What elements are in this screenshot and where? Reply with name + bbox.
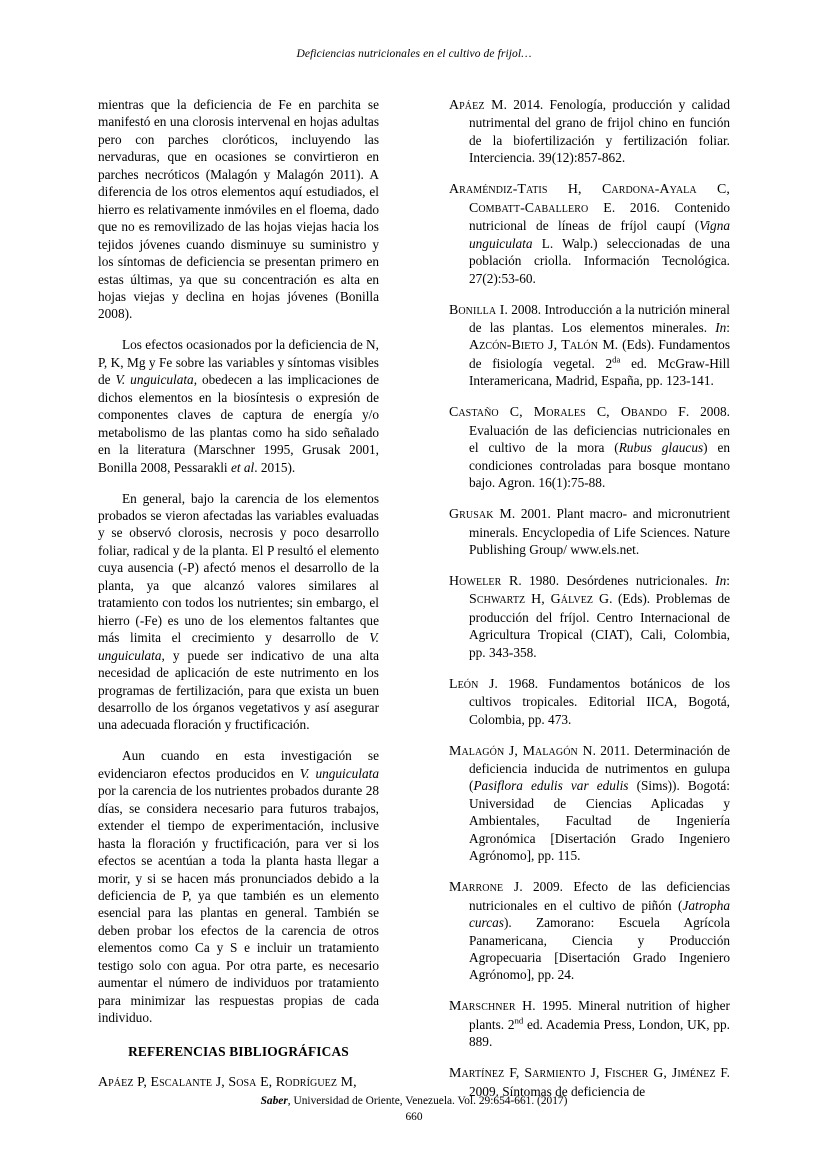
two-column-body	[98, 96, 731, 1099]
page-number: 660	[405, 1111, 423, 1123]
left-column-references	[98, 1073, 379, 1091]
par-aun-cuando	[98, 747, 379, 1026]
text-run: . 1980. Desórdenes nutricionales.	[518, 572, 716, 588]
ref-castano	[449, 403, 730, 491]
text-run: En general, bajo la carencia de los elementos probados se vieron afectadas las variables evaluadas y se observó clorosis, necrosis y poco desarrollo foliar, radical y de la planta. El P resultó el elemento cuya ausencia (-P) afectó menos el desarrollo de la planta, ya que alcanzó valores similares al tratamiento con todos los nutrientes; sin embargo, el hierro (-Fe) es uno de los elementos faltantes que más limita el crecimiento y desarrollo de	[98, 490, 379, 646]
page-title: REFERENCIAS BIBLIOGRÁFICAS	[128, 1043, 349, 1059]
text-run: F. 2009. Síntomas de deficiencia de	[469, 1065, 730, 1099]
italic-text: In	[715, 572, 727, 588]
author-names: Araméndiz-Tatis H, Cardona-Ayala C, Combatt-Caballero E	[449, 182, 730, 216]
ref-apaez-m	[449, 96, 730, 167]
ref-marschner	[449, 997, 730, 1050]
journal-name: Saber	[260, 1095, 288, 1107]
text-run: , y puede ser indicativo de una alta necesidad de aplicación de este nutrimento en los programas de fertilización, para que exista un buen desarrollo de los órganos vegetativos y así asegurar una adecuada floración y fructificación.	[98, 647, 379, 733]
text-run: ). Zamorano: Escuela Agrícola Panamericana, Ciencia y Producción Agropecuaria [Disertación Grado Ingeniero Agrónomo], pp. 24.	[469, 915, 730, 983]
author-names: Martínez F, Sarmiento J, Fischer G, Jiménez	[449, 1066, 716, 1082]
ref-grusak	[449, 505, 730, 558]
right-column-references	[449, 96, 730, 1100]
text-run: . 2014. Fenología, producción y calidad nutrimental del grano de frijol chino en función de la biofertilización y fertilización foliar. Interciencia. 39(12):857-862.	[469, 97, 730, 166]
text-run: mientras que la deficiencia de Fe en parchita se manifestó en una clorosis intervenal en hojas adultas pero con parches cloróticos, incluyendo las nervaduras, que en ocasiones se convirtieron en parches necróticos (Malagón y Malagón 2011). A diferencia de los otros elementos aquí estudiados, el hierro es relativamente inmóviles en el floema, dado que no es removilizado de las hojas viejas hacia los tejidos jóvenes cuando disminuye su suministro y los síntomas de deficiencia se presentan primero en estas últimas, ya que su concentración es alta en hojas viejas y declina en hojas jóvenes (Bonilla 2008).	[98, 97, 379, 322]
text-run: . 2001. Plant macro- and micronutrient minerals. Encyclopedia of Life Sciences. Nature Publishing Group/ www.els.net.	[469, 506, 730, 557]
text-run: ed. Academia Press, London, UK, pp. 889.	[469, 1016, 730, 1050]
author-names: Azcón-Bieto J, Talón M	[469, 338, 615, 354]
text-run: . 2009. Efecto de las deficiencias nutricionales en el cultivo de piñón (	[469, 879, 730, 913]
text-run: (Sims)). Bogotá: Universidad de Ciencias Aplicadas y Ambientales, Facultad de Ingeniería Agronómica [Disertación Grado Ingeniero Agrónomo], pp. 115.	[469, 778, 730, 864]
italic-text: Pasiflora edulis var edulis	[473, 778, 629, 794]
left-column	[98, 96, 379, 1092]
text-run: Los efectos ocasionados por la deficiencia de N, P, K, Mg y Fe sobre las variables y síntomas visibles de	[98, 337, 379, 388]
author-names: Schwartz H, Gálvez G	[469, 592, 610, 608]
text-run: . 2015).	[254, 459, 296, 475]
text-run: . 1968. Fundamentos botánicos de los cultivos tropicales. Editorial IICA, Bogotá, Colombia, pp. 473.	[469, 675, 731, 727]
italic-text: In	[715, 319, 727, 335]
author-names: Howeler R	[449, 573, 519, 589]
text-run: L. Walp.) seleccionadas de una población criolla. Información Tecnológica. 27(2):53-60.	[469, 235, 730, 286]
ref-malagon	[449, 742, 730, 865]
par-fe-deficiencia	[98, 96, 379, 323]
author-names: Apáez P, Escalante J, Sosa E, Rodríguez M,	[98, 1075, 357, 1091]
author-names: León J	[449, 676, 495, 692]
author-names: Apáez M	[449, 98, 504, 113]
text-run: . 2008. Introducción a la nutrición mineral de las plantas. Los elementos minerales.	[469, 301, 730, 335]
italic-text: V. unguiculata	[115, 372, 194, 388]
italic-text: V. unguiculata	[299, 765, 379, 781]
italic-text: V. unguiculata	[98, 630, 379, 663]
text-run: ) en condiciones controladas para bosque montano bajo. Agron. 16(1):75-88.	[469, 440, 730, 491]
superscript-text: da	[612, 354, 621, 365]
author-names: Castaño C, Morales C, Obando F	[449, 405, 686, 421]
author-names: Malagón J, Malagón N	[449, 743, 593, 759]
running-head: Deficiencias nutricionales en el cultivo de frijol…	[296, 48, 532, 60]
text-run: . (Eds). Problemas de producción del fríjol. Centro Internacional de Agricultura Tropical (CIAT), Cali, Colombia, pp. 343-358.	[469, 591, 730, 660]
text-run: . 2016. Contenido nutricional de líneas de fríjol caupí (	[469, 199, 730, 234]
author-names: Grusak M	[449, 507, 512, 523]
par-en-general	[98, 490, 379, 734]
ref-aramendiz-tatis	[449, 180, 730, 287]
superscript-text: nd	[514, 1015, 524, 1026]
text-run: Aun cuando en esta investigación se evidenciaron efectos producidos en	[98, 748, 379, 781]
text-run: . 2011. Determinación de deficiencia inducida de nutrimentos en gulupa (	[469, 742, 730, 794]
text-run: , obedecen a las implicaciones de dichos elementos en la biosíntesis o expresión de componentes claves de captura de energía y/o metabolismo de las plantas como ha sido señalado en la literatura (Marschner 1995, Grusak 2001, Bonilla 2008, Pessarakli	[98, 372, 379, 475]
journal-citation: , Universidad de Oriente, Venezuela. Vol. 29:654-661. (2017)	[287, 1095, 568, 1107]
italic-text: Vigna unguiculata	[469, 218, 730, 251]
text-run: . (Eds). Fundamentos de fisiología vegetal. 2	[469, 337, 730, 371]
text-run: ed. McGraw-Hill Interamericana, Madrid, España, pp. 123-141.	[469, 355, 730, 389]
text-run: :	[726, 319, 730, 335]
left-column-paragraphs	[98, 96, 379, 1027]
par-efectos-deficiencia	[98, 336, 379, 476]
right-column	[449, 96, 730, 1100]
italic-text: et al	[230, 459, 255, 475]
text-run: . 2008. Evaluación de las deficiencias nutricionales en el cultivo de la mora (	[469, 404, 730, 456]
text-run: por la carencia de los nutrientes probados durante 28 días, se considera necesario para futuros trabajos, extender el tiempo de experimentación, inclusive hasta la floración y fructificación, para ver si los efectos se acentúan a toda la planta hasta llegar a morir, y si se hacen más pronunciados debido a la deficiencia de P, ya que también es un elemento esencial para las plantas en general. También se deben probar los efectos de la carencia de otros elementos como Ca y S e incluir un tratamiento testigo solo con agua. Por otra parte, es necesario aumentar el número de individuos por tratamiento para minimizar las respuestas propias de cada individuo.	[98, 783, 379, 1026]
author-names: Marrone J	[449, 880, 520, 896]
ref-bonilla	[449, 301, 730, 390]
text-run: :	[726, 572, 730, 588]
italic-text: Rubus glaucus	[618, 440, 704, 456]
text-run: . 1995. Mineral nutrition of higher plants. 2	[469, 998, 730, 1032]
author-names: Marschner H	[449, 999, 533, 1015]
author-names: Bonilla I	[449, 302, 505, 318]
ref-leon	[449, 675, 730, 728]
ref-marrone	[449, 878, 730, 984]
footer-citation	[98, 1094, 730, 1109]
ref-apaez-p	[98, 1073, 379, 1091]
ref-howeler	[449, 572, 730, 661]
italic-text: Jatropha curcas	[469, 897, 730, 931]
